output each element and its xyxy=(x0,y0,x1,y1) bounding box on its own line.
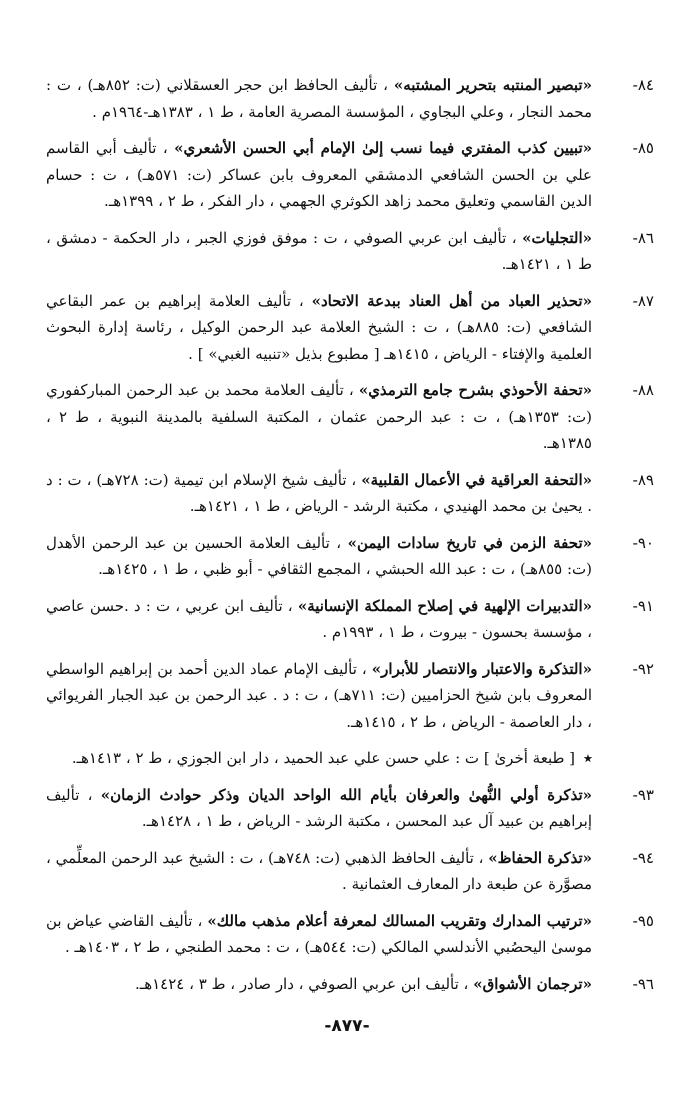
entry-number: ٨٩- xyxy=(632,470,654,489)
entry-title: «تذكرة الحفاظ» xyxy=(488,848,593,867)
bibliography-entry xyxy=(46,467,654,520)
entry-title: «تبصير المنتبه بتحرير المشتبه» xyxy=(393,76,592,94)
entry-title: «التجليات» xyxy=(522,228,592,247)
entry-number: ٨٥- xyxy=(632,139,654,157)
entry-title: «التحفة العراقية في الأعمال القلبية» xyxy=(361,470,592,489)
entry-details: ، تأليف ابن عربي ، ت : د .حسن عاصي ، مؤسسة بحسون - بيروت ، ط ١ ، ١٩٩٣م . xyxy=(46,596,592,641)
page-number: -٨٧٧- xyxy=(324,1016,370,1036)
bibliography-entry xyxy=(46,971,654,998)
entry-number: ٩٠- xyxy=(632,533,654,552)
entry-title: «تحفة الأحوذي بشرح جامع الترمذي» xyxy=(358,381,592,399)
entry-title: «تحذير العباد من أهل العناد ببدعة الاتحاد» xyxy=(311,291,592,310)
bibliography-entry xyxy=(46,135,654,215)
entry-number: ٩٢- xyxy=(632,659,654,678)
entry-details: ، تأليف الحافظ ابن حجر العسقلاني (ت: ٨٥٢هـ) ، ت : محمد النجار ، وعلي البجاوي ، المؤسسة المصرية العامة ، ط ١ ، ١٣٨٣هـ-١٩٦٤م . xyxy=(46,76,592,121)
bibliography-entry xyxy=(46,288,654,368)
bibliography-entry xyxy=(46,377,654,457)
entry-number: ٨٨- xyxy=(632,381,654,399)
entry-number: ٩٦- xyxy=(632,974,654,993)
entry-details: ، تأليف العلامة محمد بن عبد الرحمن المباركفوري (ت: ١٣٥٣هـ) ، ت : عبد الرحمن عثمان ، المكتبة السلفية بالمدينة النبوية ، ط ٢ ، ١٣٨٥هـ. xyxy=(46,381,592,452)
entry-details: ، تأليف الحافظ الذهبي (ت: ٧٤٨هـ) ، ت : الشيخ عبد الرحمن المعلِّمي ، مصوَّرة عن طبعة دار المعارف العثمانية . xyxy=(46,848,592,893)
entry-title: «تذكرة أولي النُّهىٰ والعرفان بأيام الله الواحد الديان وذكر حوادث الزمان» xyxy=(100,785,592,804)
bibliography-entry xyxy=(46,782,654,835)
entry-details: ، تأليف شيخ الإسلام ابن تيمية (ت: ٧٢٨هـ) ، ت : د . يحيىٰ بن محمد الهنيدي ، مكتبة الرشد - الرياض ، ط ١ ، ١٤٢١هـ. xyxy=(46,470,592,515)
bibliography-entry xyxy=(46,225,654,278)
entry-details: ، تأليف القاضي عياض بن موسىٰ اليحصُبي الأندلسي المالكي (ت: ٥٤٤هـ) ، ت : محمد الطنجي ، ط ٢ ، ١٤٠٣هـ . xyxy=(46,911,592,956)
bibliography-entry xyxy=(46,593,654,646)
bibliography-entry xyxy=(46,845,654,898)
note-text: [ طبعة أخرىٰ ] ت : علي حسن علي عبد الحميد ، دار ابن الجوزي ، ط ٢ ، ١٤١٣هـ. xyxy=(71,749,576,767)
bibliography-entry xyxy=(46,530,654,583)
entry-title: «تبيين كذب المفتري فيما نسب إلىٰ الإمام أبي الحسن الأشعري» xyxy=(174,139,592,157)
bibliography-entry xyxy=(46,656,654,736)
bibliography-list xyxy=(46,72,654,1007)
entry-title: «التدبيرات الإلهية في إصلاح المملكة الإنسانية» xyxy=(297,596,592,615)
entry-title: «ترجمان الأشواق» xyxy=(473,974,592,993)
entry-details: ، تأليف العلامة إبراهيم بن عمر البقاعي الشافعي (ت: ٨٨٥هـ) ، ت : الشيخ العلامة عبد الرحمن الوكيل ، رئاسة إدارة البحوث العلمية والإفتاء - الرياض ، ١٤١٥هـ [ مطبوع بذيل «تنبيه الغبي» ] . xyxy=(46,291,592,363)
entry-number: ٨٤- xyxy=(632,76,654,94)
entry-details: ، تأليف العلامة الحسين بن عبد الرحمن الأهدل (ت: ٨٥٥هـ) ، ت : عبد الله الحبشي ، المجمع الثقافي - أبو ظبي ، ط ١ ، ١٤٢٥هـ. xyxy=(46,533,592,578)
entry-number: ٩٣- xyxy=(632,785,654,804)
entry-title: «ترتيب المدارك وتقريب المسالك لمعرفة أعلام مذهب مالك» xyxy=(207,911,592,930)
entry-details: ، تأليف ابن عربي الصوفي ، ت : موفق فوزي الجبر ، دار الحكمة - دمشق ، ط ١ ، ١٤٢١هـ. xyxy=(46,228,592,273)
star-icon: ٭ xyxy=(583,749,592,767)
entry-details: ، تأليف إبراهيم بن عبيد آل عبد المحسن ، مكتبة الرشد - الرياض ، ط ١ ، ١٤٢٨هـ. xyxy=(46,785,592,830)
entry-details: ، تأليف أبي القاسم علي بن الحسن الشافعي الدمشقي المعروف بابن عساكر (ت: ٥٧١هـ) ، ت : حسام الدين القاسمي وتعليق محمد زاهد الكوثري الجهمي ، دار الفكر ، ط ٢ ، ١٣٩٩هـ. xyxy=(46,139,593,210)
entry-number: ٩٥- xyxy=(632,911,654,930)
entry-number: ٩٤- xyxy=(632,848,654,867)
entry-number: ٩١- xyxy=(632,596,654,615)
entry-details: ، تأليف الإمام عماد الدين أحمد بن إبراهيم الواسطي المعروف بابن شيخ الحزاميين (ت: ٧١١هـ) ، ت : د . عبد الرحمن بن عبد الجبار الفريوائي ، دار العاصمة - الرياض ، ط ٢ ، ١٤١٥هـ. xyxy=(46,659,592,731)
entry-details: ، تأليف ابن عربي الصوفي ، دار صادر ، ط ٣ ، ١٤٢٤هـ. xyxy=(135,974,469,993)
entry-title: «تحفة الزمن في تاريخ سادات اليمن» xyxy=(347,533,593,552)
entry-number: ٨٧- xyxy=(632,291,654,310)
bibliography-entry xyxy=(46,908,654,961)
entry-number: ٨٦- xyxy=(632,228,654,247)
entry-title: «التذكرة والاعتبار والانتصار للأبرار» xyxy=(371,659,592,678)
edition-note xyxy=(46,745,654,772)
bibliography-entry xyxy=(46,72,654,125)
